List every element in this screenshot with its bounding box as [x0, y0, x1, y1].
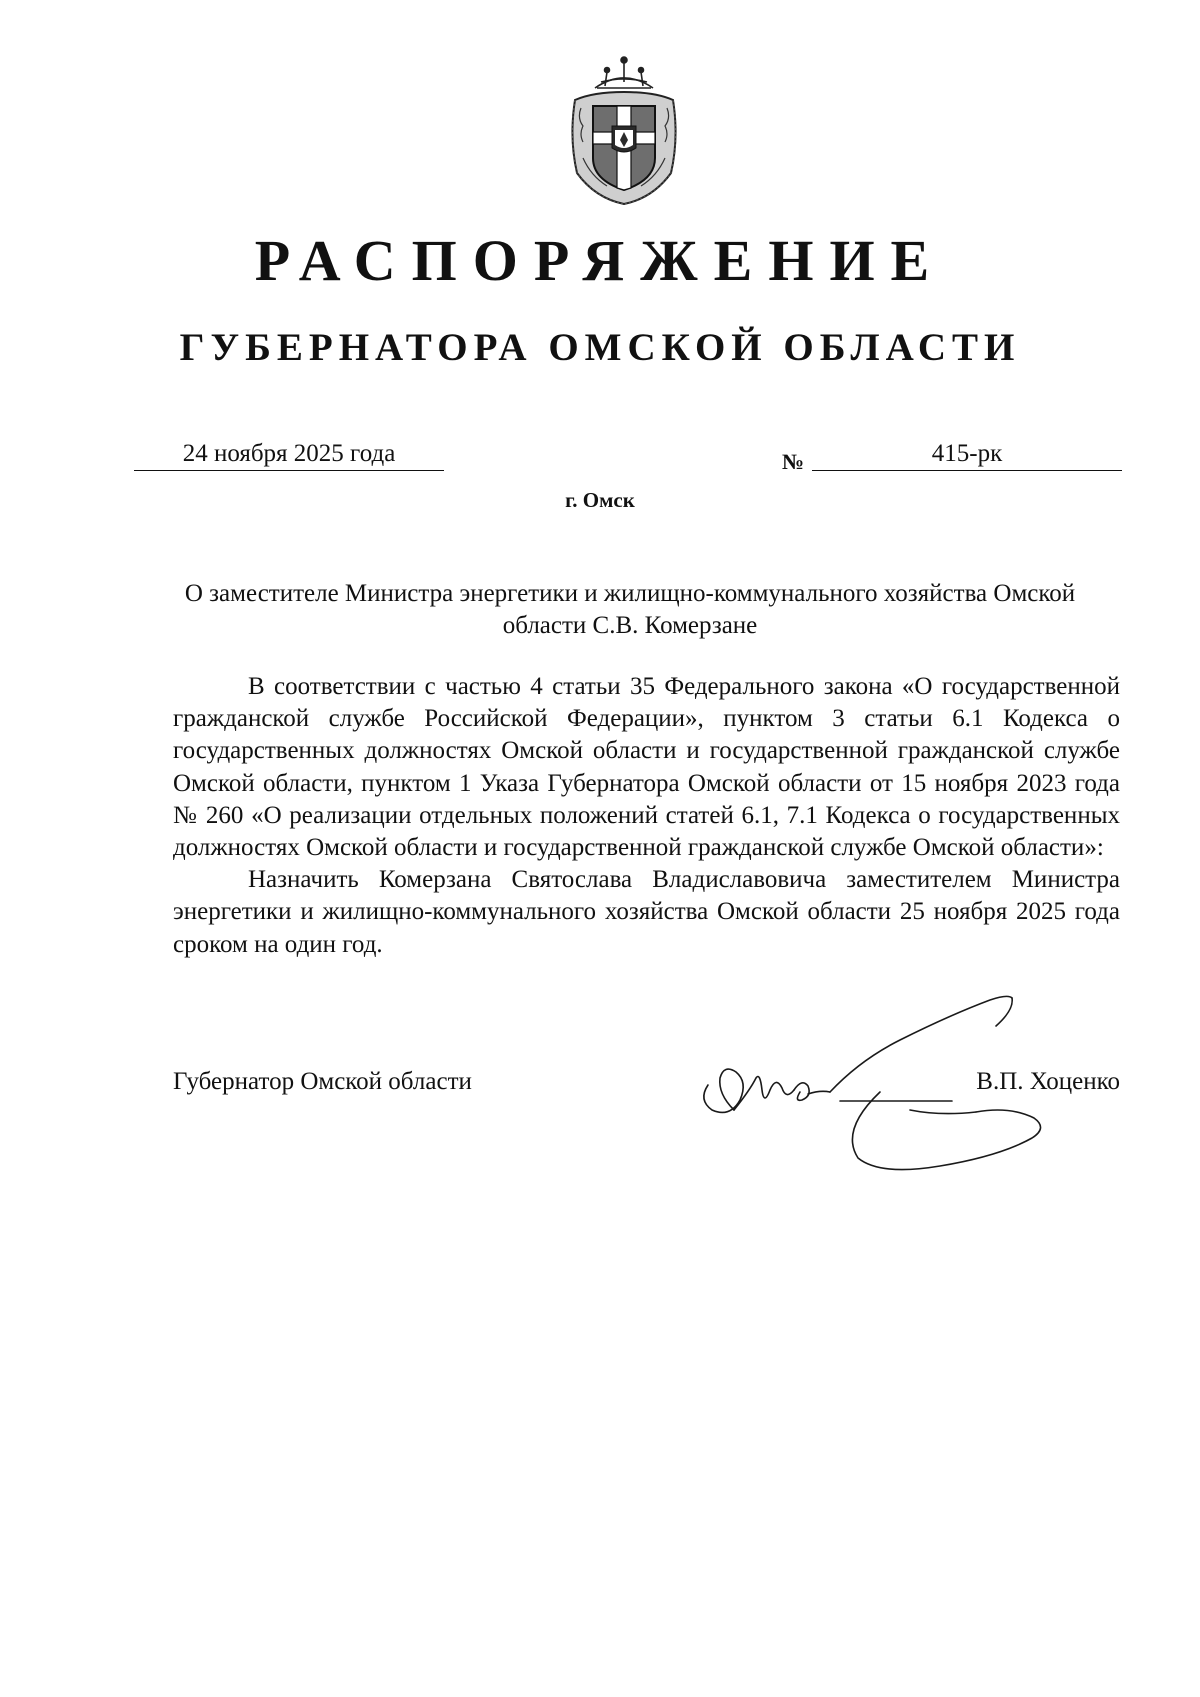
coat-of-arms-icon [565, 48, 683, 206]
handwritten-signature-icon [690, 960, 1110, 1180]
document-date: 24 ноября 2025 года [134, 438, 444, 471]
city-label: г. Омск [565, 488, 635, 512]
signer-name: В.П. Хоценко [976, 1068, 1120, 1095]
number-label: № [782, 449, 805, 474]
body-paragraph: Назначить Комерзана Святослава Владиславовича заместителем Министра энергетики и жилищно-коммунального хозяйства Омской области 25 ноября 2025 года сроком на один год. [173, 866, 1120, 958]
document-type-title: РАСПОРЯЖЕНИЕ [254, 228, 946, 293]
document-number: 415-рк [812, 438, 1122, 471]
body-paragraph: В соответствии с частью 4 статьи 35 Федерального закона «О государственной гражданской службе Российской Федерации», пунктом 3 статьи 6.1 Кодекса о государственных должностях Омской области и государственной гражданской службе Омской области, пунктом 1 Указа Губернатора Омской области от 15 ноября 2023 года № 260 «О реализации отдельных положений статей 6.1, 7.1 Кодекса о государственных должностях Омской области и государственной гражданской службе Омской области»: [173, 673, 1120, 862]
signer-position: Губернатор Омской области [173, 1068, 472, 1095]
issuer-title: ГУБЕРНАТОРА ОМСКОЙ ОБЛАСТИ [179, 326, 1021, 369]
document-subject: О заместителе Министра энергетики и жилищно-коммунального хозяйства Омской области С.В. Комерзане [184, 580, 1076, 639]
document-body [173, 671, 1120, 961]
